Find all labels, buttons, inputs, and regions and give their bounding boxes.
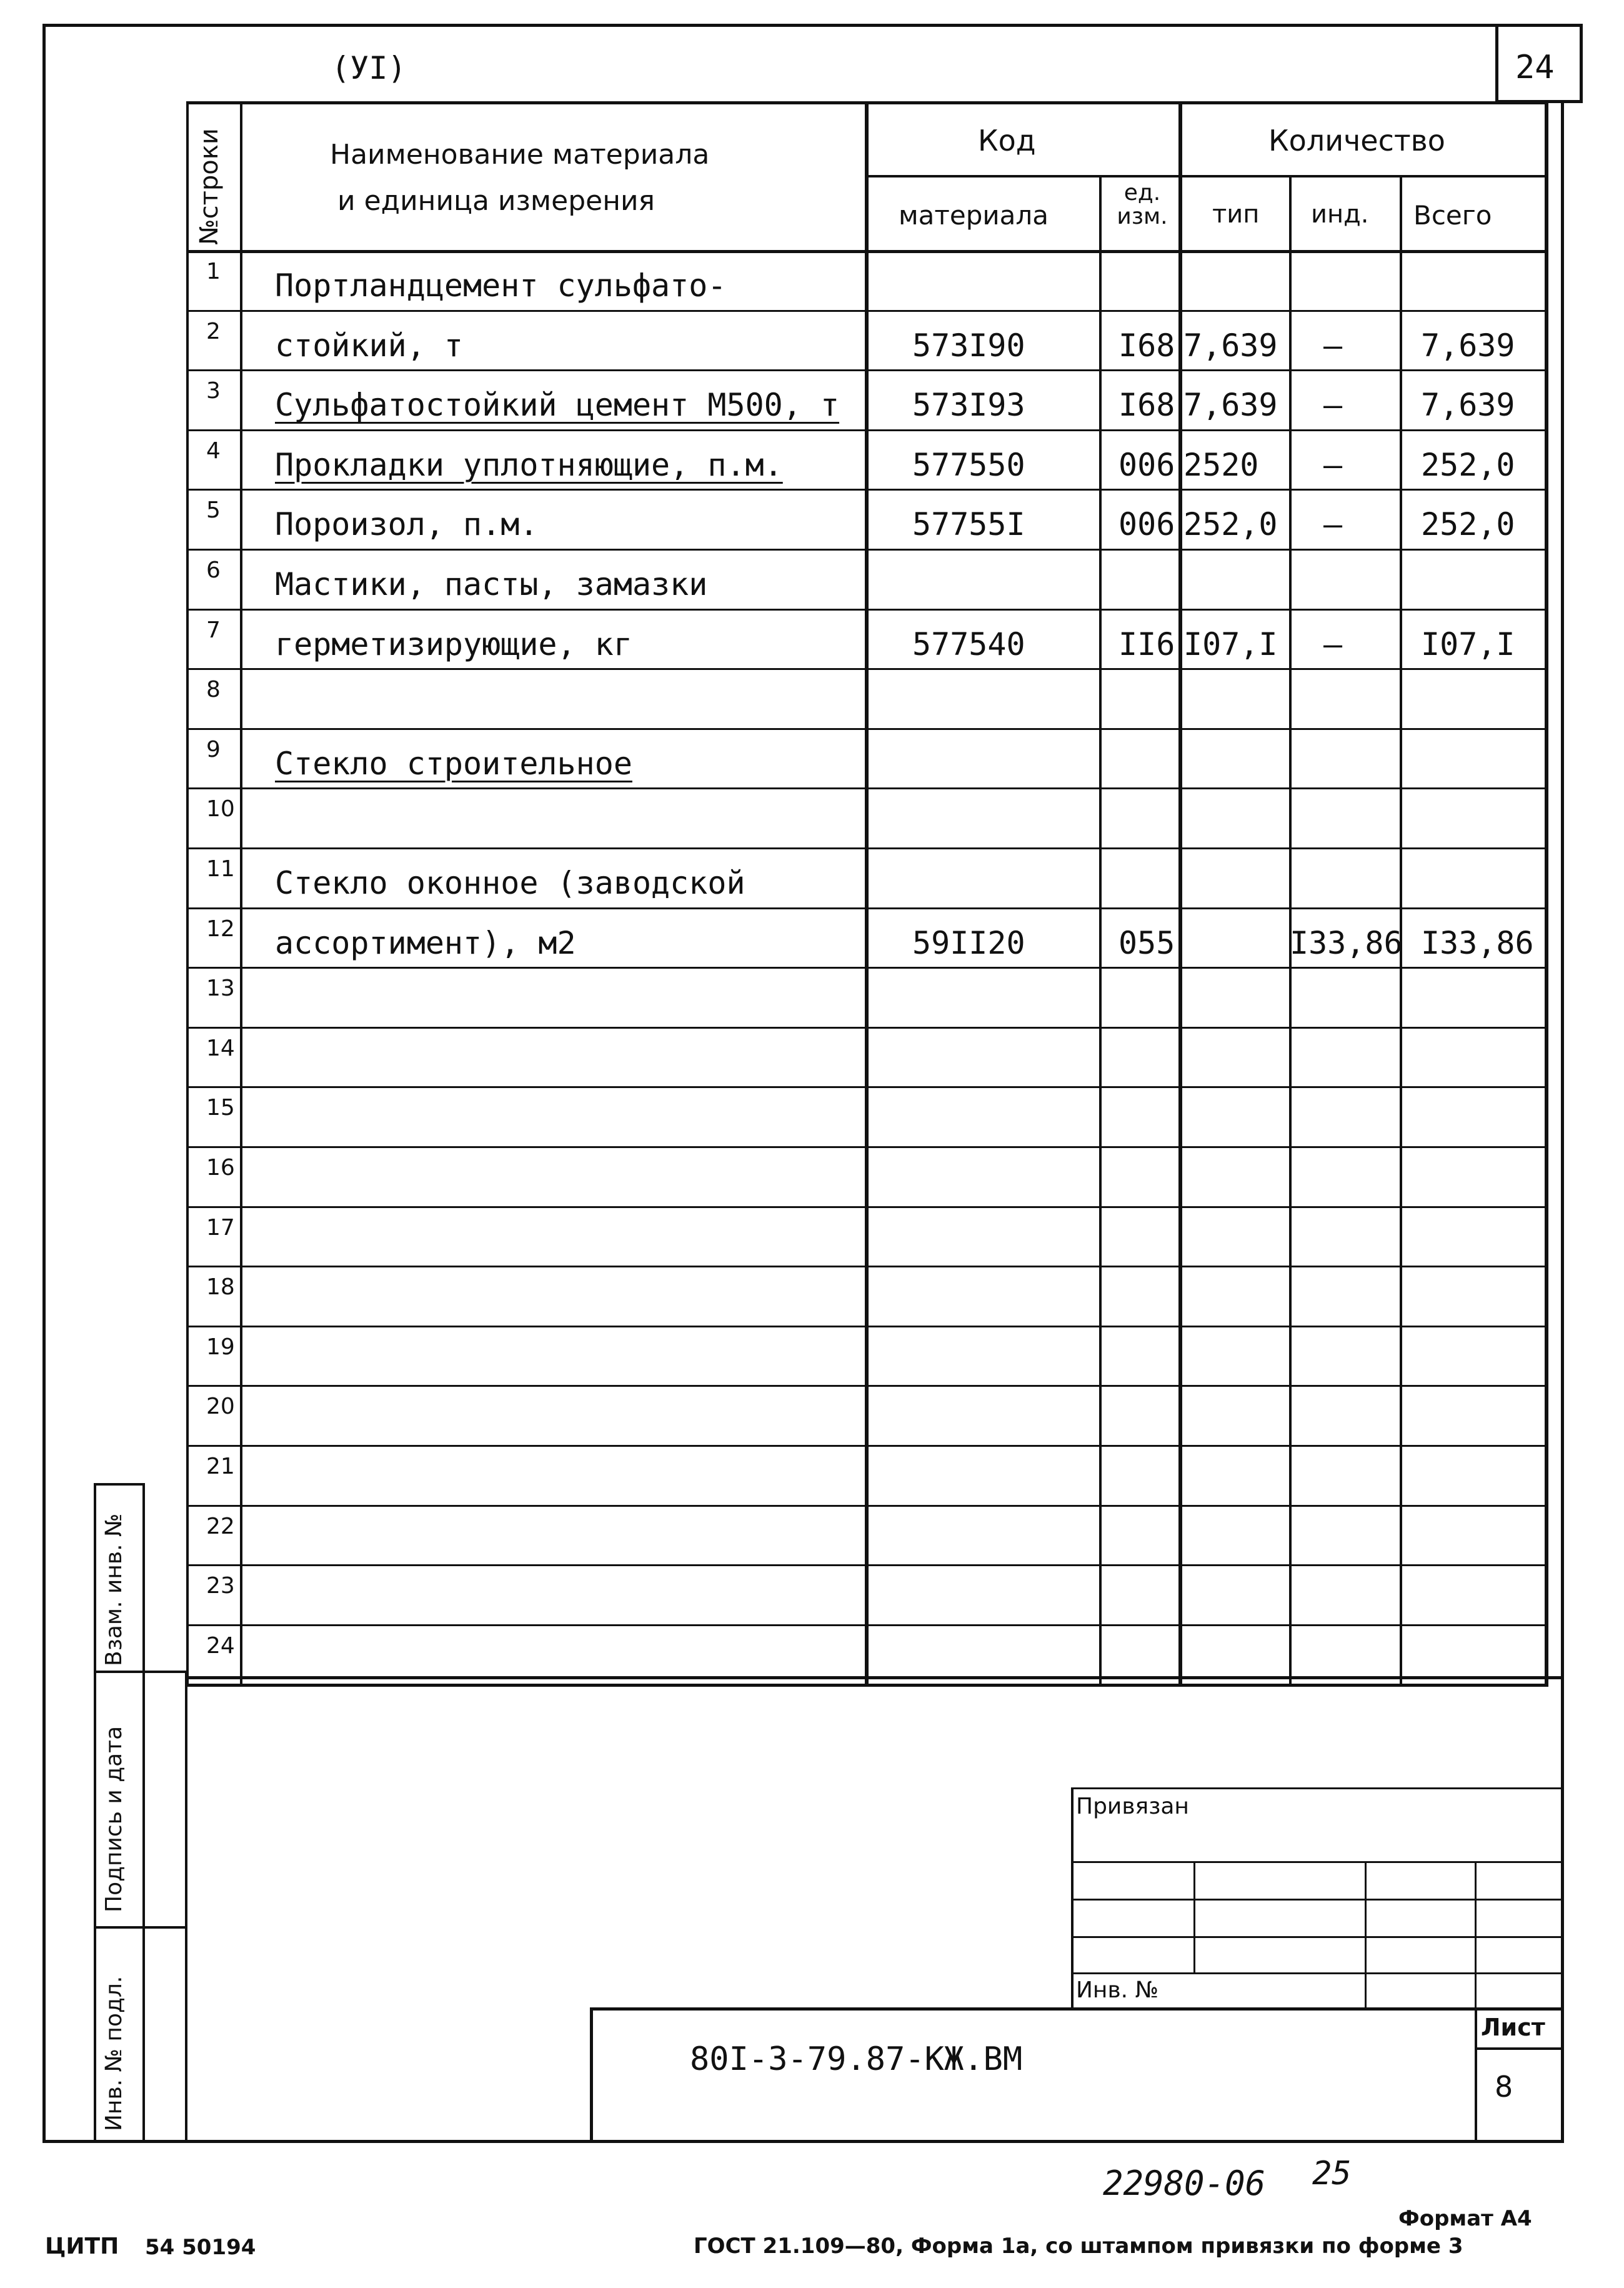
row-rule [186,1266,1545,1267]
privyazan-row2 [1072,1899,1561,1901]
row-rule [186,1624,1545,1626]
row-number: 7 [206,617,221,643]
row-name: Прокладки уплотняющие, п.м. [275,446,783,483]
row-name: Сульфатостойкий цемент М500, т [275,387,840,424]
frame-top [42,24,1583,27]
row-number: 20 [206,1394,235,1420]
footer-left: ЦИТП [45,2234,119,2259]
row-number: 12 [206,916,235,942]
row-name: герметизирующие, кг [275,626,632,662]
row-rule [186,609,1545,611]
row-number: 16 [206,1155,235,1181]
row-total: 252,0 [1421,446,1515,483]
col-right [1545,101,1548,1687]
row-code: 577550 [912,446,1025,483]
side-stamp-right2 [185,1671,187,2140]
row-total: I07,I [1421,626,1515,662]
side-stamp-sep1 [94,1483,142,1486]
row-name: Стекло строительное [275,745,632,782]
row-type: I07,I [1183,626,1278,662]
row-ind: I33,86 [1290,924,1403,961]
col-name [865,101,869,1687]
side-stamp-right [142,1483,145,2140]
side-stamp-inner [94,1483,96,2140]
row-type: 252,0 [1183,506,1278,543]
header-qty-type: тип [1212,200,1260,229]
row-rule [186,1505,1545,1507]
row-rule [186,907,1545,909]
row-number: 9 [206,736,221,762]
row-number: 11 [206,856,235,882]
side-stamp-sep2 [94,1671,187,1673]
header-qty: Количество [1268,124,1445,157]
row-total: 7,639 [1421,387,1515,424]
row-rule [186,787,1545,789]
privyazan-col1 [1193,1861,1195,1974]
row-ind: – [1323,446,1343,483]
header-mid-qty [1178,175,1545,177]
row-ind: – [1323,626,1343,662]
row-number: 2 [206,318,221,344]
handwritten-number: 22980-06 [1103,2164,1266,2203]
row-total: 252,0 [1421,506,1515,543]
row-rule [186,1326,1545,1327]
frame-left [42,24,46,2142]
format-label: Формат А4 [1398,2206,1532,2231]
row-number: 21 [206,1454,235,1479]
row-rule [186,1086,1545,1088]
privyazan-row4 [1072,1972,1561,1974]
row-name: Портландцемент сульфато- [275,267,727,304]
row-number: 8 [206,677,221,703]
header-code-material: материала [899,200,1049,231]
podpis-data-label: Подпись и дата [101,1726,127,1912]
title-block-top [590,2007,1562,2011]
row-rule [186,967,1545,969]
col-left [186,101,189,1687]
row-rule [186,1385,1545,1387]
row-type: 2520 [1183,446,1259,483]
document-code: 80I-3-79.87-КЖ.ВМ [690,2041,1023,2078]
row-number: 24 [206,1632,235,1659]
row-rule [186,429,1545,431]
header-mid-code [865,175,1178,177]
row-ind: – [1323,327,1343,364]
header-code-unit: ед. изм. [1117,180,1168,229]
row-ind: – [1323,506,1343,543]
vzam-inv-label: Взам. инв. № [101,1513,127,1666]
header-name-line1: Наименование материала [330,139,710,171]
handwritten-page: 25 [1312,2155,1352,2192]
title-block-left [590,2007,593,2142]
frame-bottom [42,2140,1564,2143]
list-label: Лист [1481,2014,1545,2041]
row-number: 4 [206,437,221,464]
row-name: Стекло оконное (заводской [275,865,745,901]
row-unit: 006 [1118,506,1175,543]
row-number: 13 [206,976,235,1002]
row-rule [186,1564,1545,1566]
top-label: (УI) [331,50,407,86]
row-number: 14 [206,1035,235,1061]
row-rule [186,549,1545,551]
row-rule [186,847,1545,849]
row-total: I33,86 [1421,924,1534,961]
row-unit: I68 [1118,327,1175,364]
row-unit: II6 [1118,626,1175,662]
privyazan-top [1072,1787,1561,1789]
inv-podl-label: Инв. № подл. [101,1976,127,2131]
row-rule [186,668,1545,670]
footer-left-number: 54 50194 [145,2235,256,2260]
row-code: 573I90 [912,327,1025,364]
row-number: 18 [206,1274,235,1301]
row-number: 5 [206,497,221,524]
row-unit: 055 [1118,924,1175,961]
list-row-sep [1475,2047,1562,2050]
row-type: 7,639 [1183,327,1278,364]
row-number: 6 [206,557,221,583]
row-rule [186,1027,1545,1029]
inv-no-label: Инв. № [1076,1977,1159,2003]
row-code: 577540 [912,626,1025,662]
row-rule [186,1445,1545,1447]
row-number: 17 [206,1214,235,1241]
row-rule [186,310,1545,312]
row-number: 22 [206,1513,235,1539]
row-number: 1 [206,259,221,284]
row-unit: 006 [1118,446,1175,483]
frame-right [1561,103,1564,2142]
row-rule [186,728,1545,730]
header-code: Код [978,124,1036,157]
row-type: 7,639 [1183,387,1278,424]
row-name: Пороизол, п.м. [275,506,539,543]
privyazan-label: Привязан [1076,1794,1189,1819]
row-rule [186,489,1545,491]
row-number: 3 [206,378,221,404]
row-name: Мастики, пасты, замазки [275,566,708,602]
row-number: 10 [206,796,235,822]
row-unit: I68 [1118,387,1175,424]
sheet-corner-number: 24 [1515,49,1555,86]
row-rule [186,1146,1545,1148]
privyazan-row1 [1072,1861,1561,1863]
row-code: 573I93 [912,387,1025,424]
footer-right: ГОСТ 21.109—80, Форма 1а, со штампом привязки по форме 3 [694,2234,1463,2259]
header-row-no: №строки [195,128,224,245]
col-unit [1178,101,1182,1687]
row-number: 23 [206,1573,235,1599]
row-total: 7,639 [1421,327,1515,364]
header-qty-total: Всего [1413,200,1492,231]
header-qty-ind: инд. [1311,200,1369,229]
stamp-top-rule [187,1676,1562,1679]
row-rule [186,1206,1545,1208]
list-number: 8 [1495,2070,1513,2104]
row-number: 15 [206,1095,235,1121]
row-ind: – [1323,387,1343,424]
privyazan-col3 [1475,1861,1477,2009]
row-name: стойкий, т [275,327,464,364]
row-rule [186,369,1545,371]
privyazan-col2 [1365,1861,1367,2009]
row-code: 59II20 [912,924,1025,961]
list-col-left [1475,2007,1477,2142]
col-code [1099,175,1102,1687]
col-rowno [240,101,242,1687]
privyazan-row3 [1072,1936,1561,1938]
row-name: ассортимент), м2 [275,924,576,961]
row-code: 57755I [912,506,1025,543]
header-name-line2: и единица измерения [337,185,655,217]
side-stamp-sep3 [94,1926,187,1929]
row-number: 19 [206,1334,235,1360]
